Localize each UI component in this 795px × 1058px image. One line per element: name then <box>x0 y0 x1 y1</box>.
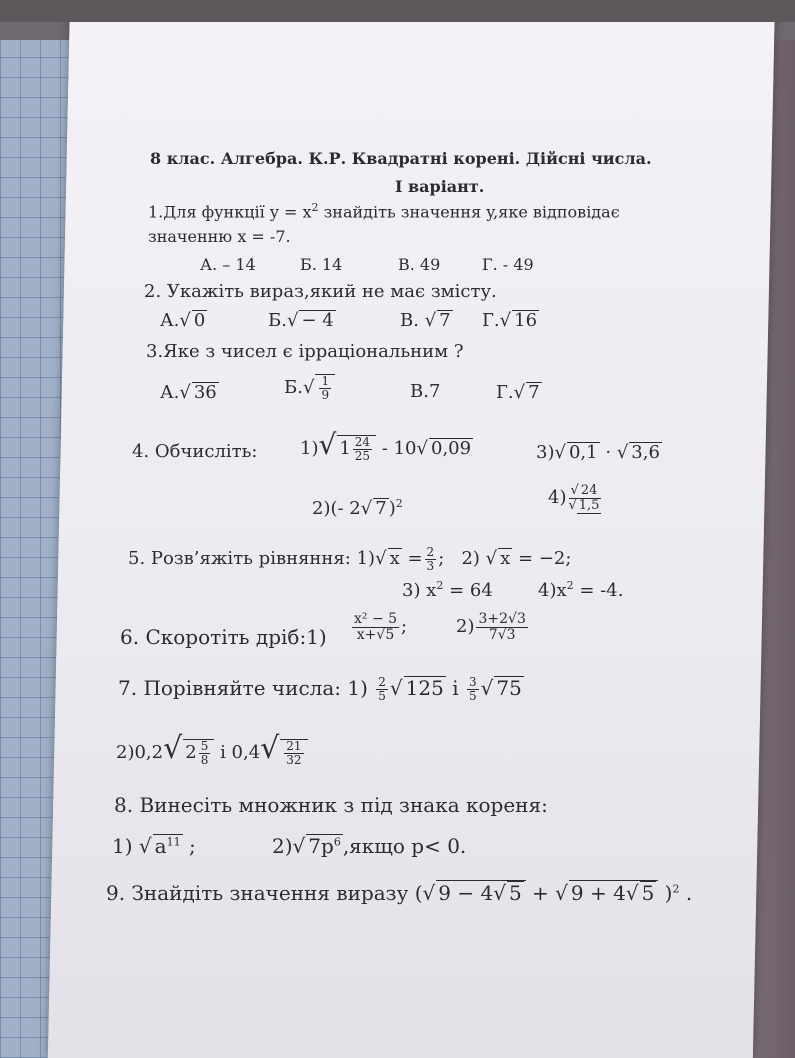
question-1-cont: значенню x = -7. <box>148 227 291 246</box>
test-title: 8 клас. Алгебра. К.Р. Квадратні корені. Дійсні числа. <box>150 149 652 168</box>
q1-option-d: Г. - 49 <box>482 255 534 274</box>
q3-option-d: Г.√ 7 <box>496 382 542 403</box>
q3-option-b: Б.√ $\frac{1}{9}$ <box>284 374 335 401</box>
q4-part-1: 1)√ 1 $\frac{24}{25}$ - 10√ 0,09 <box>300 430 473 462</box>
question-1: 1.Для функції $y = x^2$ знайдіть значення y,яке відповідає <box>148 201 620 222</box>
q7-part-2: 2)0,2√ 2 $\frac{5}{8}$ і 0,4√ $\frac{21}{32}$ <box>116 732 308 766</box>
q2-option-b: Б.√ − 4 <box>268 310 336 331</box>
question-4: 4. Обчисліть: <box>132 441 258 462</box>
q2-option-d: Г.√ 16 <box>482 310 539 331</box>
q8-part-2: 2)√ $7p^6$ ,якщо p< 0. <box>272 834 466 857</box>
question-7: 7. Порівняйте числа: 1) $\frac{2}{5}$ √ 125 і $\frac{3}{5}$ √ 75 <box>118 676 524 703</box>
background-edge <box>0 0 795 22</box>
question-2: 2. Укажіть вираз,який не має змісту. <box>144 281 497 302</box>
q4-part-3: 3)√ 0,1 · √ 3,6 <box>536 442 662 463</box>
q3-option-a: А.√ 36 <box>160 382 219 403</box>
variant-label: I варіант. <box>395 177 485 196</box>
q6-fraction-1: $\frac{\text{x² − 5}}{x+√5}$ ; <box>354 611 408 643</box>
question-6: 6. Скоротіть дріб:1) <box>120 625 327 649</box>
q1-option-a: А. – 14 <box>200 255 256 274</box>
q4-part-4: 4) $\frac{√ 24}{√ 1,5}$ <box>548 483 600 513</box>
q5-part-3: 3) $x^2 = 64$ <box>402 579 493 601</box>
q2-option-c: В. √ 7 <box>400 310 453 331</box>
q6-fraction-2: 2) $\frac{3+2√3}{7√3}$ <box>456 611 526 643</box>
q4-part-2: 2)(- 2√ 7 )$^2$ <box>312 498 403 519</box>
question-9: 9. Знайдіть значення виразу (√ 9 − 4√ 5 + √ 9 + 4√ 5 )$^2$ . <box>106 880 692 904</box>
q2-option-a: А.√ 0 <box>160 310 207 331</box>
q3-option-c: В.7 <box>410 381 441 402</box>
question-8: 8. Винесіть множник з під знака кореня: <box>114 793 548 817</box>
q1-option-b: Б. 14 <box>300 255 343 274</box>
question-3: 3.Яке з чисел є ірраціональним ? <box>146 341 464 362</box>
question-5: 5. Розв’яжіть рівняння: 1)√ x = $\frac{2}{3}$ ; 2) √ x = −2; <box>128 546 571 572</box>
q5-part-4: $4)x^2 = -4$. <box>538 579 624 601</box>
q1-option-c: В. 49 <box>398 255 441 274</box>
q8-part-1: 1) √ $a^{11}$ ; <box>112 834 196 857</box>
